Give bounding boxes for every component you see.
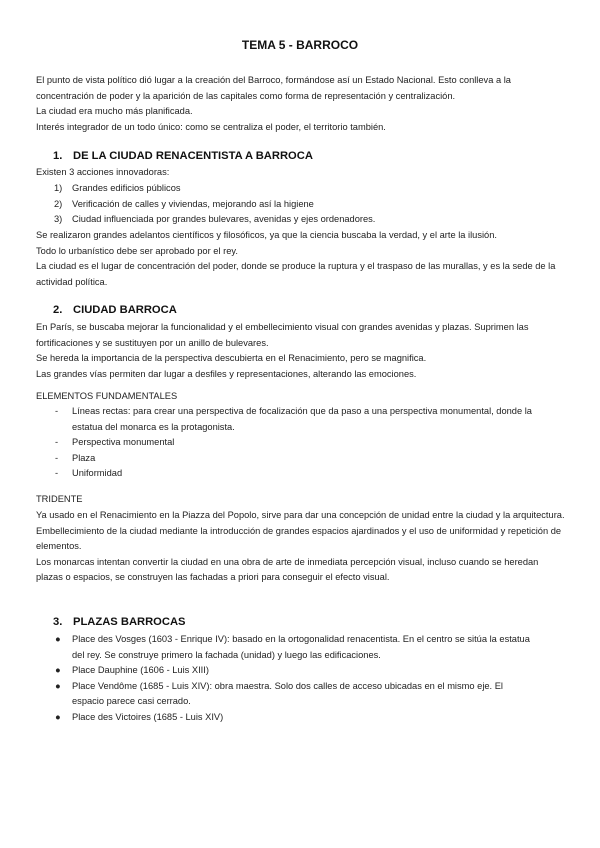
list-item xyxy=(54,181,534,197)
bullet-marker: ● xyxy=(55,711,61,722)
list-item xyxy=(55,466,535,482)
list-text: Verificación de calles y viviendas, mejorando así la higiene xyxy=(72,198,314,209)
list-item xyxy=(55,451,535,467)
list-text: Grandes edificios públicos xyxy=(72,183,181,193)
elementos-label: ELEMENTOS FUNDAMENTALES xyxy=(36,391,178,401)
section-1-body xyxy=(36,228,566,290)
body-paragraph: Embellecimiento de la ciudad mediante la introducción de grandes espacios ajardinados y el uso de uniformidad y repetición de elementos. xyxy=(36,525,562,552)
list-item xyxy=(55,435,535,451)
tridente-body xyxy=(36,508,566,586)
list-text: Uniformidad xyxy=(72,468,123,479)
list-item xyxy=(55,710,535,726)
list-text: Place des Victoires (1685 - Luis XIV) xyxy=(72,711,224,722)
section-number: 2. xyxy=(53,304,63,316)
dash-marker: - xyxy=(55,406,59,416)
section-number: 3. xyxy=(53,616,63,628)
list-text: Place Vendôme (1685 - Luis XIV): obra maestra. Solo dos calles de acceso ubicadas en el mismo eje. El espacio parece casi cerrado. xyxy=(72,680,503,707)
section-2-body xyxy=(36,320,566,382)
intro-paragraph: Interés integrador de un todo único: como se centraliza el poder, el territorio también. xyxy=(36,121,386,132)
dash-marker: - xyxy=(55,468,59,479)
plazas-list xyxy=(55,632,535,726)
list-item xyxy=(55,663,535,679)
intro-paragraph: El punto de vista político dió lugar a la creación del Barroco, formándose así un Estado Nacional. Esto conlleva a la concentración de poder y la aparición de las capitales como forma de representación y centralización. xyxy=(36,75,511,101)
list-item xyxy=(54,212,534,228)
list-number: 2) xyxy=(54,198,63,209)
list-item xyxy=(54,197,534,213)
elementos-list xyxy=(55,404,535,482)
bullet-marker: ● xyxy=(55,665,61,676)
list-number: 3) xyxy=(54,214,63,225)
tridente-label: TRIDENTE xyxy=(36,494,83,504)
section-1-heading xyxy=(53,150,313,162)
list-item xyxy=(55,404,535,435)
list-item xyxy=(55,632,535,663)
body-paragraph: Todo lo urbanístico debe ser aprobado por el rey. xyxy=(36,245,238,256)
body-paragraph: Las grandes vías permiten dar lugar a desfiles y representaciones, alterando las emociones. xyxy=(36,368,417,379)
list-item xyxy=(55,679,535,710)
section-1-lead xyxy=(36,165,566,181)
dash-marker: - xyxy=(55,437,59,448)
list-text: Plaza xyxy=(72,452,96,463)
section-title: DE LA CIUDAD RENACENTISTA A BARROCA xyxy=(73,150,313,162)
section-number: 1. xyxy=(53,150,63,162)
body-paragraph: Ya usado en el Renacimiento en la Piazza del Popolo, sirve para dar una concepción de unidad entre la ciudad y la arquitectura. xyxy=(36,510,565,520)
document-title: TEMA 5 - BARROCO xyxy=(241,38,359,52)
body-paragraph: Los monarcas intentan convertir la ciudad en una obra de arte de inmediata percepción visual, incluso cuando se heredan plazas o espacios, se construyen las fachadas a priori para conseguir el efecto visual. xyxy=(36,556,539,583)
body-paragraph: En París, se buscaba mejorar la funcionalidad y el embellecimiento visual con grandes avenidas y plazas. Suprimen las fortificaciones y se sustituyen por un anillo de bulevares. xyxy=(36,322,529,348)
list-text: Líneas rectas: para crear una perspectiva de focalización que da paso a una perspectiva monumental, donde la estatua del monarca es la protagonista. xyxy=(72,406,532,432)
bullet-marker: ● xyxy=(55,634,61,644)
intro-paragraph: La ciudad era mucho más planificada. xyxy=(36,106,193,117)
list-text: Place des Vosges (1603 - Enrique IV): basado en la ortogonalidad renacentista. En el centro se sitúa la estatua del rey. Se construye primero la fachada (unidad) y luego las edificaciones. xyxy=(72,634,530,660)
section-3-heading xyxy=(53,616,186,628)
list-number: 1) xyxy=(54,183,63,193)
body-paragraph: Se hereda la importancia de la perspectiva descubierta en el Renacimiento, pero se magnifica. xyxy=(36,353,427,364)
list-text: Perspectiva monumental xyxy=(72,437,175,448)
section-2-heading xyxy=(53,304,177,316)
section-title: CIUDAD BARROCA xyxy=(73,304,177,316)
lead-text: Existen 3 acciones innovadoras: xyxy=(36,167,170,177)
body-paragraph: Se realizaron grandes adelantos científicos y filosóficos, ya que la ciencia buscaba la verdad, y el arte la ilusión. xyxy=(36,230,497,240)
bullet-marker: ● xyxy=(55,680,61,691)
intro-block xyxy=(36,73,566,135)
list-text: Place Dauphine (1606 - Luis XIII) xyxy=(72,665,209,676)
dash-marker: - xyxy=(55,452,59,463)
section-1-numbered-list xyxy=(54,181,534,228)
body-paragraph: La ciudad es el lugar de concentración del poder, donde se produce la ruptura y el traspaso de las murallas, y es la sede de la actividad política. xyxy=(36,261,556,287)
section-title: PLAZAS BARROCAS xyxy=(73,616,186,628)
list-text: Ciudad influenciada por grandes bulevares, avenidas y ejes ordenadores. xyxy=(72,214,376,225)
